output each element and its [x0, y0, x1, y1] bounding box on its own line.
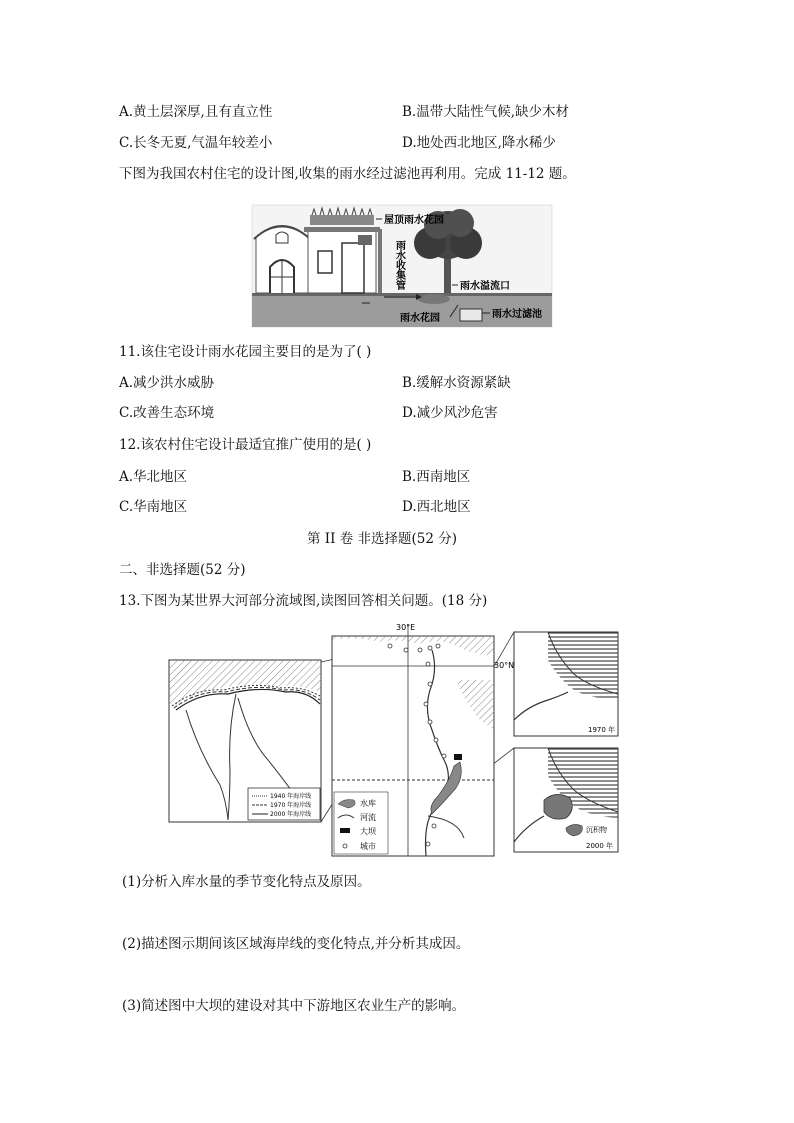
q13-sub3: (3)简述图中大坝的建设对其中下游地区农业生产的影响。	[122, 998, 466, 1014]
legend-dam: 大坝	[360, 827, 376, 836]
coast-legend-1970: 1970 年海岸线	[270, 802, 312, 809]
coast-legend-2000: 2000 年海岸线	[270, 811, 312, 818]
lat-30n-label: 30°N	[494, 661, 515, 670]
inset-1970-year: 1970 年	[588, 726, 616, 734]
main-basin-map	[332, 623, 514, 856]
q13-sub1: (1)分析入库水量的季节变化特点及原因。	[122, 874, 371, 890]
delta-inset	[169, 660, 321, 822]
label-overflow: 雨水溢流口	[460, 281, 510, 292]
q12-option-d: D.西北地区	[402, 499, 471, 515]
part2-title: 第 II 卷 非选择题(52 分)	[307, 531, 458, 547]
q10-option-b: B.温带大陆性气候,缺少木材	[402, 104, 570, 120]
label-filter-pool: 雨水过滤池	[492, 309, 542, 320]
q12-stem: 12.该农村住宅设计最适宜推广使用的是( )	[119, 437, 372, 453]
intro-11-12: 下图为我国农村住宅的设计图,收集的雨水经过滤池再利用。完成 11-12 题。	[119, 166, 576, 182]
q10-option-d: D.地处西北地区,降水稀少	[402, 135, 556, 151]
legend-reservoir: 水库	[360, 799, 376, 808]
section2-heading: 二、非选择题(52 分)	[119, 562, 246, 578]
label-roof-garden: 屋顶雨水花园	[384, 215, 444, 226]
q11-stem: 11.该住宅设计雨水花园主要目的是为了( )	[119, 344, 372, 360]
q11-option-c: C.改善生态环境	[119, 405, 215, 421]
q12-option-b: B.西南地区	[402, 469, 471, 485]
q11-option-b: B.缓解水资源紧缺	[402, 375, 511, 391]
inset-2000-year: 2000 年	[586, 842, 614, 850]
lon-30e-label: 30°E	[396, 623, 416, 632]
q11-option-d: D.减少风沙危害	[402, 405, 498, 421]
inset-2000	[514, 748, 618, 852]
label-collect-pipe: 雨水收集管	[396, 241, 406, 292]
river-basin-map-figure	[168, 620, 620, 858]
q12-option-c: C.华南地区	[119, 499, 188, 515]
coast-legend-1940: 1940 年海岸线	[270, 793, 312, 800]
label-rain-garden: 雨水花园	[400, 313, 440, 324]
inset-sediment-label: 沉积物	[586, 826, 607, 834]
legend-river: 河流	[360, 813, 376, 822]
inset-1970	[514, 632, 618, 736]
q13-stem: 13.下图为某世界大河部分流域图,读图回答相关问题。(18 分)	[119, 593, 488, 609]
q12-option-a: A.华北地区	[119, 469, 188, 485]
q11-option-a: A.减少洪水威胁	[119, 375, 215, 391]
q10-option-a: A.黄土层深厚,且有直立性	[119, 104, 273, 120]
legend-city: 城市	[360, 842, 376, 851]
rural-house-figure	[238, 195, 554, 329]
q13-sub2: (2)描述图示期间该区域海岸线的变化特点,并分析其成因。	[122, 936, 470, 952]
q10-option-c: C.长冬无夏,气温年较差小	[119, 135, 273, 151]
